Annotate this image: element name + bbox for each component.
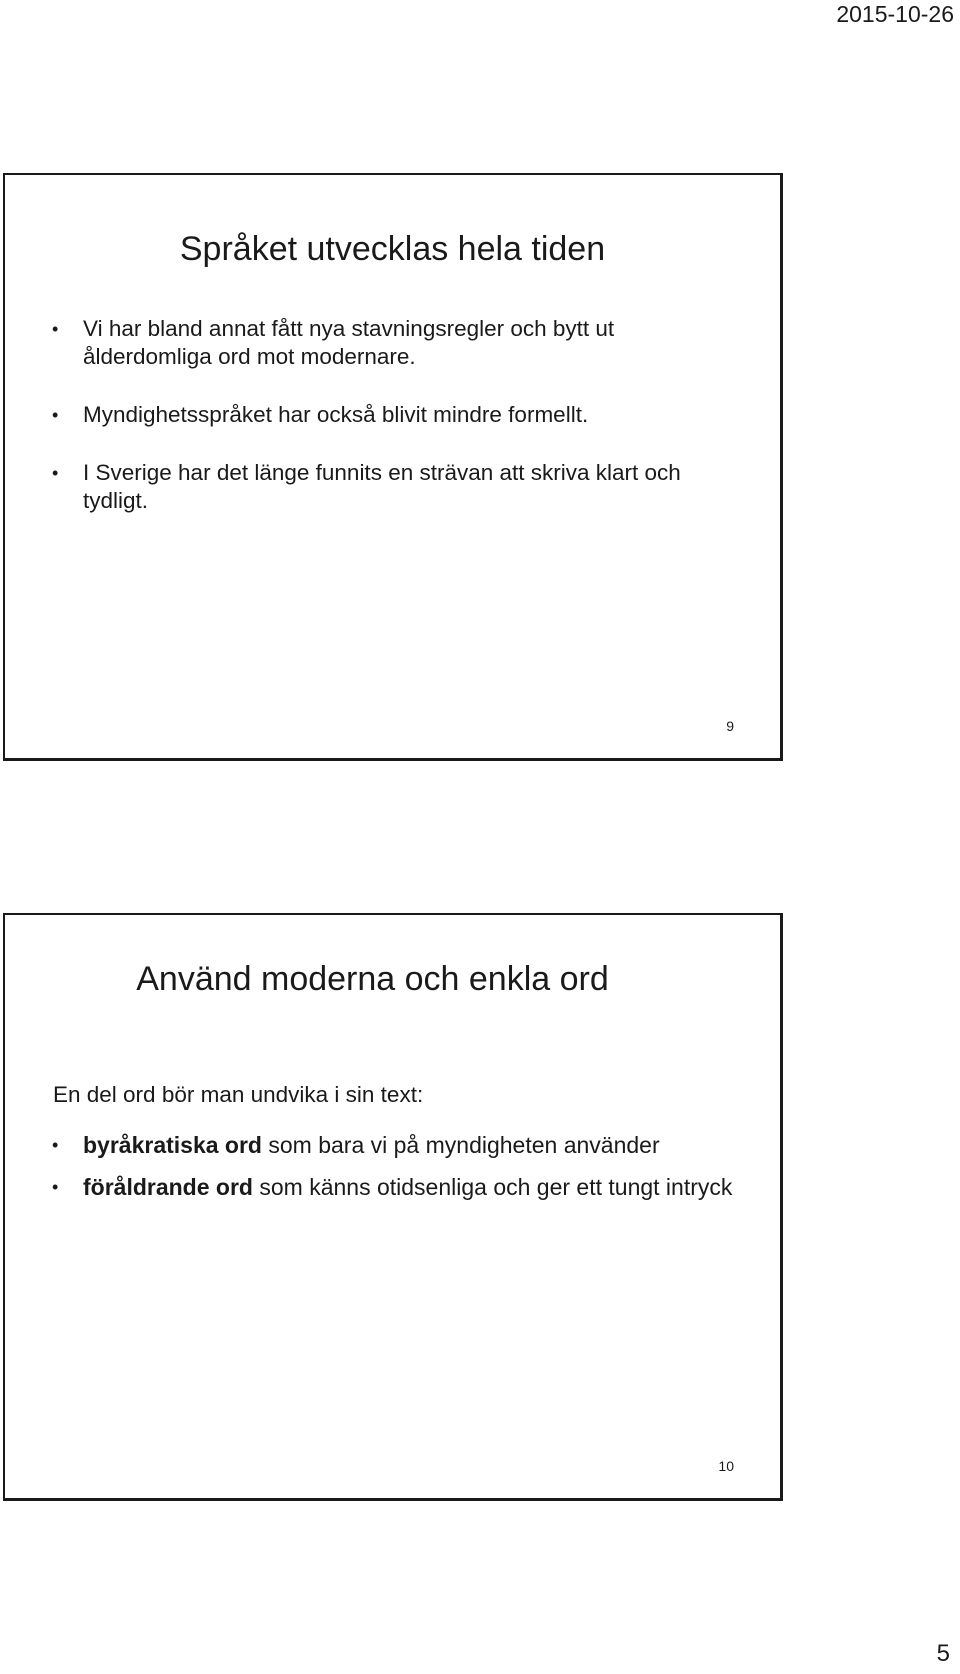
bullet-item [52,459,740,515]
bullet-text: Myndighetsspråket har också blivit mindre formellt. [83,402,589,427]
bullet-item [52,401,740,429]
bullet-list [52,315,740,545]
bullet-text: som bara vi på myndigheten använder [261,1132,660,1158]
bullet-item [52,1173,740,1201]
slide-title: Använd moderna och enkla ord [136,960,609,998]
bullet-text: I Sverige har det länge funnits en strävan att skriva klart och tydligt. [83,460,681,513]
bullet-icon: • [52,319,59,339]
bullet-icon: • [52,1135,59,1155]
bullet-icon: • [52,463,59,483]
bullet-term: byråkratiska ord [83,1132,262,1158]
intro-text: En del ord bör man undvika i sin text: [53,1082,424,1107]
bullet-list [52,1131,740,1215]
slide-title: Språket utvecklas hela tiden [179,230,606,268]
bullet-text: som känns otidsenliga och ger ett tungt intryck [252,1174,733,1200]
slide-number: 10 [718,1458,734,1474]
bullet-item [52,315,740,371]
bullet-item [52,1131,740,1159]
bullet-term: föråldrande ord [83,1174,253,1200]
bullet-icon: • [52,405,59,425]
page-number: 5 [936,1640,950,1667]
bullet-icon: • [52,1177,59,1197]
print-date: 2015-10-26 [836,1,954,27]
slide-9 [3,173,783,761]
slide-10 [3,913,783,1501]
slide-number: 9 [726,718,734,734]
bullet-text: Vi har bland annat fått nya stavningsregler och bytt ut ålderdomliga ord mot modernare. [83,316,615,369]
